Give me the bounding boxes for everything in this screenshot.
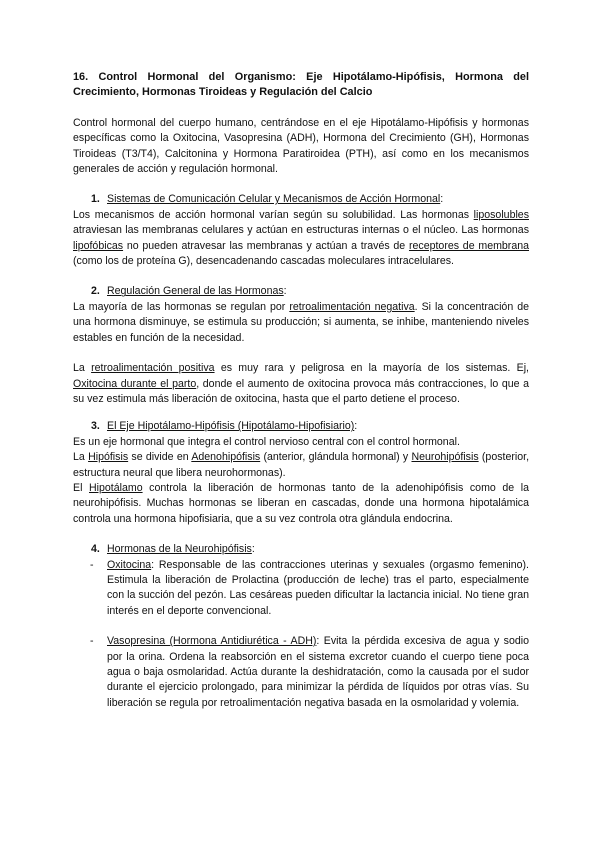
term-lipofobicas: lipofóbicas xyxy=(73,239,124,252)
section-2-paragraph-2: La retroalimentación positiva es muy rara y peligrosa en la mayoría de los sistemas. Ej, Oxitocina durante el parto, donde el aumento de oxitocina provoca más contracciones, lo que a su vez estimula más liberación de oxitocina, hasta que el parto detiene el proceso. xyxy=(73,362,530,405)
term-adenohipofisis: Adenohipófisis xyxy=(191,451,261,464)
section-1-heading: 1. Sistemas de Comunicación Celular y Mecanismos de Acción Hormonal: xyxy=(91,193,444,206)
bullet-dash: - xyxy=(90,558,94,571)
section-3-heading: 3. El Eje Hipotálamo-Hipófisis (Hipotálamo-Hipofisiario): xyxy=(91,420,358,433)
section-1-title: Sistemas de Comunicación Celular y Mecanismos de Acción Hormonal xyxy=(107,193,441,206)
term-vasopresina: Vasopresina (Hormona Antidiurética - ADH) xyxy=(107,635,317,648)
document-title: 16. Control Hormonal del Organismo: Eje Hipotálamo-Hipófisis, Hormona del Crecimiento, Hormonas Tiroideas y Regulación del Calcio xyxy=(73,71,529,99)
section-3-paragraph-2: La Hipófisis se divide en Adenohipófisis (anterior, glándula hormonal) y Neurohipófisis (posterior, estructura neural que libera neurohormonas). xyxy=(73,451,530,479)
term-liposolubles: liposolubles xyxy=(473,208,529,221)
section-3-title: El Eje Hipotálamo-Hipófisis (Hipotálamo-Hipofisiario) xyxy=(107,420,355,433)
section-4-title: Hormonas de la Neurohipófisis xyxy=(107,543,252,556)
section-4-heading: 4. Hormonas de la Neurohipófisis: xyxy=(91,543,255,556)
term-hipofisis: Hipófisis xyxy=(88,451,129,464)
term-retroalimentacion-negativa: retroalimentación negativa xyxy=(289,300,415,313)
section-1-paragraph: Los mecanismos de acción hormonal varían según su solubilidad. Las hormonas liposolubles atraviesan las membranas celulares y actúan en estructuras internas o el núcleo. Las hormonas lipofóbicas no pueden atravesar las membranas y actúan a través de receptores de membrana (como los de proteína G), desencadenando cascadas moleculares intracelulares. xyxy=(73,208,530,268)
document-page xyxy=(73,70,529,711)
intro-paragraph: Control hormonal del cuerpo humano, centrándose en el eje Hipotálamo-Hipófisis y hormonas específicas como la Oxitocina, Vasopresina (ADH), Hormona del Crecimiento (GH), Hormonas Tiroideas (T3/T4), Calcitonina y Hormona Paratiroidea (PTH), así como en los mecanismos generales de acción y regulación hormonal. xyxy=(73,116,529,176)
section-2-paragraph-1: La mayoría de las hormonas se regulan por retroalimentación negativa. Si la concentración de una hormona disminuye, se estimula su producción; si aumenta, se inhibe, manteniendo niveles estables en función de la necesidad. xyxy=(73,300,529,344)
term-oxitocina: Oxitocina xyxy=(107,558,152,571)
section-3-paragraph-3: El Hipotálamo controla la liberación de hormonas tanto de la adenohipófisis como de la neurohipófisis. Muchas hormonas se liberan en cascadas, donde una hormona hipotalámica controla una hormona hipofisiaria, que a su vez controla otra glándula endocrina. xyxy=(73,481,529,525)
term-oxitocina-parto: Oxitocina durante el parto xyxy=(73,377,197,390)
section-2-heading: 2. Regulación General de las Hormonas: xyxy=(91,285,287,298)
section-3-paragraph-1: Es un eje hormonal que integra el control nervioso central con el control hormonal. xyxy=(73,435,460,448)
term-hipotalamo: Hipotálamo xyxy=(89,481,143,494)
bullet-dash: - xyxy=(90,635,94,648)
list-item-oxitocina: - Oxitocina: Responsable de las contracciones uterinas y sexuales (orgasmo femenino). Estimula la liberación de Prolactina (producción de leche) tras el parto, especialmente con la succión del pezón. Las cesáreas pueden dificultar la lactancia inicial. No tiene gran interés en el deporte convencional. xyxy=(73,558,529,620)
term-receptores-membrana: receptores de membrana xyxy=(408,239,530,252)
section-2-title: Regulación General de las Hormonas xyxy=(107,285,284,298)
term-neurohipofisis: Neurohipófisis xyxy=(411,451,479,464)
list-item-vasopresina: - Vasopresina (Hormona Antidiurética - ADH): Evita la pérdida excesiva de agua y sodio por la orina. Ordena la reabsorción en el sistema excretor cuando el cuerpo tiene poca agua o baja osmolaridad. Actúa durante la deshidratación, como la causada por el sudor durante el ejercicio prolongado, para minimizar la pérdida de líquidos por otras vías. Su liberación se regula por retroalimentación negativa basada en la osmolaridad y volemia. xyxy=(73,634,529,711)
term-retroalimentacion-positiva: retroalimentación positiva xyxy=(91,362,215,375)
